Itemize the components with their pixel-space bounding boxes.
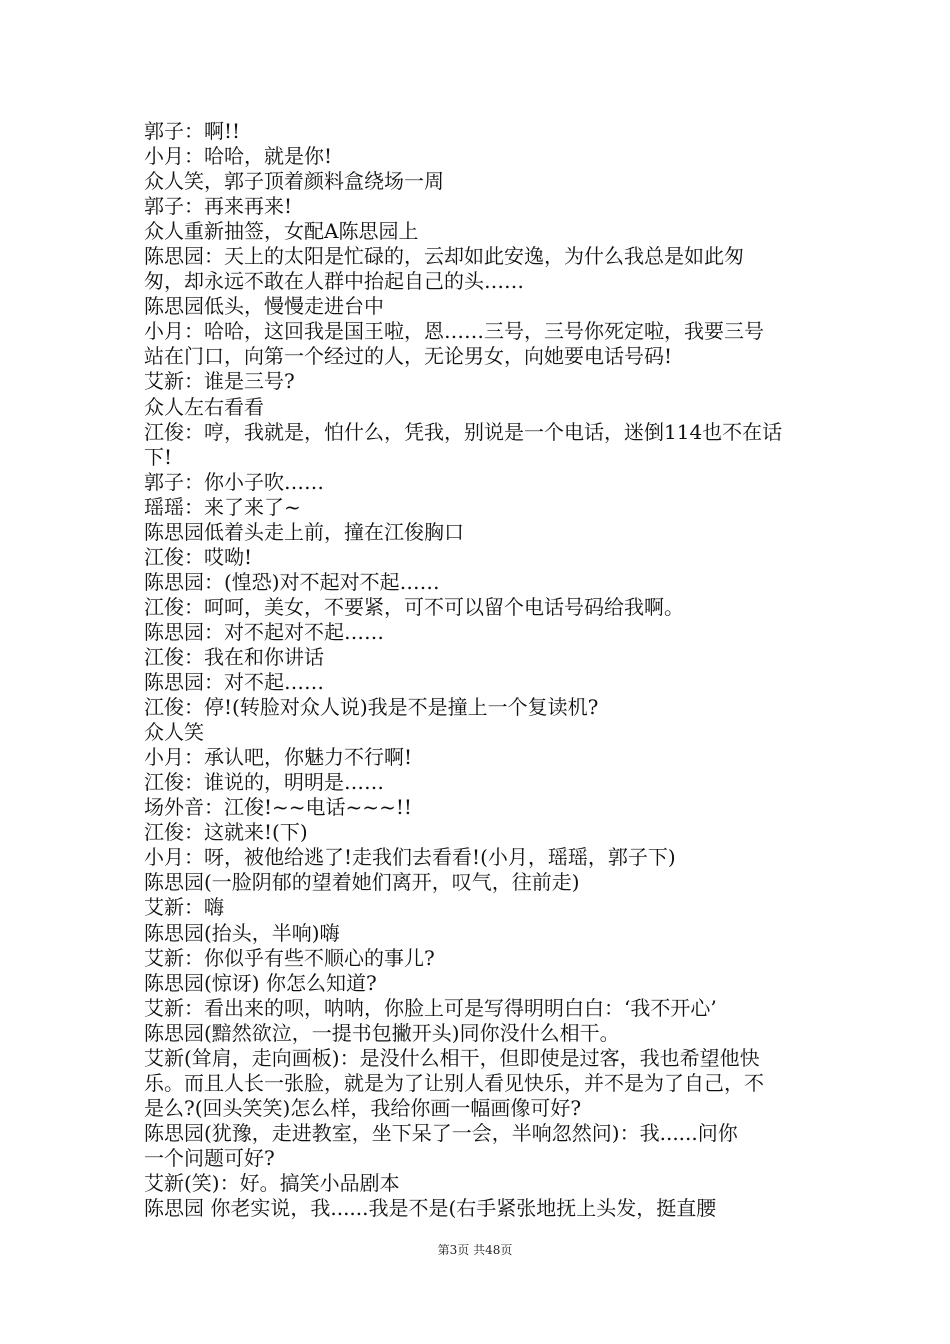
text-line: 艾新：你似乎有些不顺心的事儿? xyxy=(144,945,435,970)
text-line: 一个问题可好? xyxy=(144,1145,275,1170)
text-line: 众人笑 xyxy=(144,720,204,745)
text-line: 江俊：哼，我就是，怕什么，凭我，别说是一个电话，迷倒114也不在话 xyxy=(144,419,783,444)
text-line: 陈思园 你老实说，我......我是不是(右手紧张地抚上头发，挺直腰 xyxy=(144,1196,717,1221)
text-line: 陈思园(抬头，半响)嗨 xyxy=(144,920,340,945)
text-line: 郭子：再来再来! xyxy=(144,194,293,219)
text-line: 陈思园：(惶恐)对不起对不起…… xyxy=(144,569,440,594)
text-line: 众人左右看看 xyxy=(144,394,264,419)
text-line: 陈思园(惊讶) 你怎么知道? xyxy=(144,970,377,995)
text-line: 下! xyxy=(144,444,173,469)
text-line: 乐。而且人长一张脸，就是为了让别人看见快乐，并不是为了自己，不 xyxy=(144,1070,764,1095)
document-body xyxy=(144,119,814,1221)
text-line: 众人笑，郭子顶着颜料盒绕场一周 xyxy=(144,169,444,194)
text-line: 艾新：谁是三号? xyxy=(144,369,295,394)
text-line: 陈思园：天上的太阳是忙碌的，云却如此安逸，为什么我总是如此匆 xyxy=(144,244,744,269)
text-line: 陈思园(黯然欲泣，一提书包撇开头)同你没什么相干。 xyxy=(144,1020,620,1045)
text-line: 陈思园低着头走上前，撞在江俊胸口 xyxy=(144,519,464,544)
text-line: 陈思园：对不起对不起…… xyxy=(144,619,384,644)
text-line: 江俊：停!(转脸对众人说)我是不是撞上一个复读机? xyxy=(144,695,599,720)
text-line: 瑶瑶：来了来了~ xyxy=(144,494,301,519)
text-line: 众人重新抽签，女配A陈思园上 xyxy=(144,219,419,244)
text-line: 场外音：江俊!~~电话~~~!! xyxy=(144,795,412,820)
text-line: 郭子：你小子吹…… xyxy=(144,469,324,494)
text-line: 是么?(回头笑笑)怎么样，我给你画一幅画像可好? xyxy=(144,1095,582,1120)
text-line: 陈思园(犹豫，走进教室，坐下呆了一会，半响忽然问)：我......问你 xyxy=(144,1120,738,1145)
text-line: 郭子：啊!! xyxy=(144,119,241,143)
text-line: 艾新(笑)：好。搞笑小品剧本 xyxy=(144,1170,400,1195)
text-line: 江俊：哎呦! xyxy=(144,544,253,569)
text-line: 小月：呀，被他给逃了!走我们去看看!(小月，瑶瑶，郭子下) xyxy=(144,845,676,870)
text-line: 陈思园：对不起…… xyxy=(144,670,324,695)
text-line: 小月：哈哈，就是你! xyxy=(144,144,333,169)
text-line: 江俊：这就来!(下) xyxy=(144,820,308,845)
text-line: 艾新：看出来的呗，呐呐，你脸上可是写得明明白白：‘我不开心’ xyxy=(144,995,717,1020)
text-line: 江俊：谁说的，明明是…… xyxy=(144,770,384,795)
text-line: 匆，却永远不敢在人群中抬起自己的头…… xyxy=(144,269,524,294)
text-line: 艾新(耸肩，走向画板)：是没什么相干，但即使是过客，我也希望他快 xyxy=(144,1045,760,1070)
text-line: 小月：哈哈，这回我是国王啦，恩……三号，三号你死定啦，我要三号 xyxy=(144,319,764,344)
text-line: 站在门口，向第一个经过的人，无论男女，向她要电话号码! xyxy=(144,344,673,369)
page-footer: 第3页 共48页 xyxy=(437,1243,513,1257)
text-line: 江俊：我在和你讲话 xyxy=(144,644,324,669)
text-line: 艾新：嗨 xyxy=(144,895,224,920)
text-line: 江俊：呵呵，美女，不要紧，可不可以留个电话号码给我啊。 xyxy=(144,594,684,619)
text-line: 陈思园低头，慢慢走进台中 xyxy=(144,294,384,319)
text-line: 小月：承认吧，你魅力不行啊! xyxy=(144,745,413,770)
text-line: 陈思园(一脸阴郁的望着她们离开，叹气，往前走) xyxy=(144,870,580,895)
